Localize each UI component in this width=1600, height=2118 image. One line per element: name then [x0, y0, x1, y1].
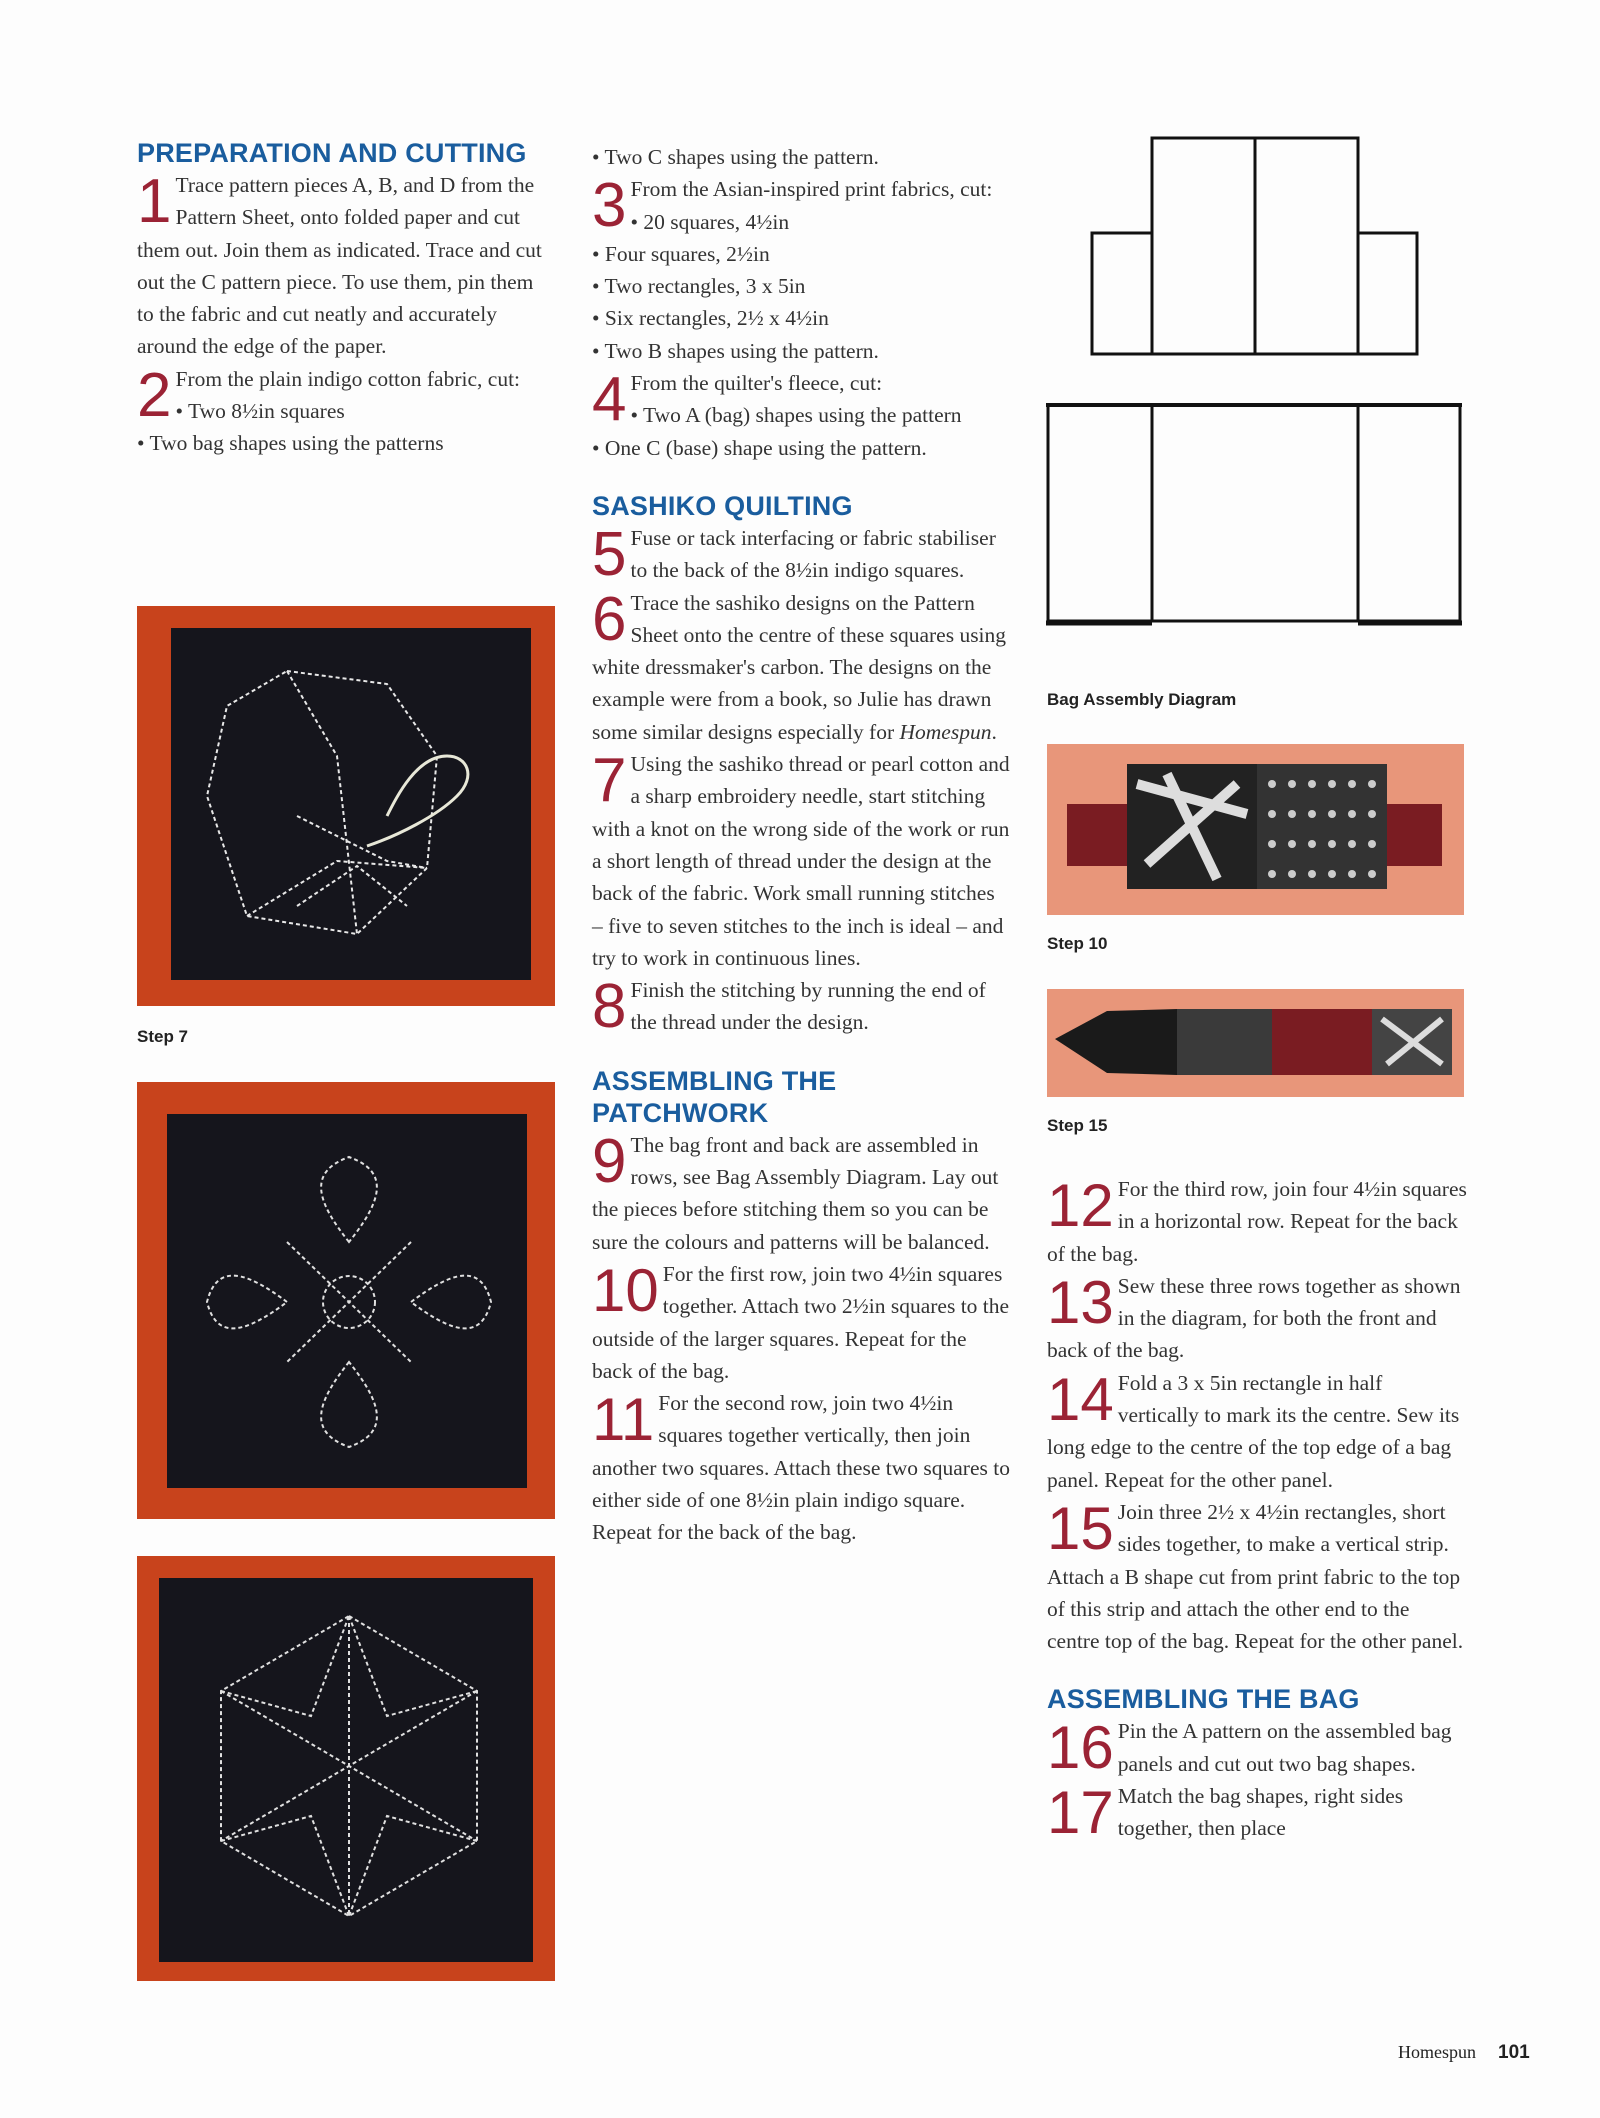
list-item: • Two rectangles, 3 x 5in	[592, 274, 806, 299]
step-number: 16	[1047, 1714, 1114, 1782]
step-17	[1047, 1780, 1467, 1845]
list-item: • 20 squares, 4½in	[630, 209, 790, 234]
step-number: 1	[137, 167, 172, 236]
step-text: Sew these three rows together as shown in the diagram, for both the front and back of the bag.	[1047, 1273, 1461, 1363]
step-1	[137, 169, 555, 363]
step-text: Fold a 3 x 5in rectangle in half vertically to mark its the centre. Sew its long edge to the centre of the top edge of a bag panel. Repeat for the other panel.	[1047, 1370, 1460, 1492]
list-item: • Two bag shapes using the patterns	[137, 431, 444, 456]
step-8	[592, 972, 1010, 1042]
magazine-name: Homespun	[899, 719, 992, 744]
step-number: 7	[592, 746, 627, 816]
step-text: For the second row, join two 4½in squares together vertically, then join another two squares. Attach these two squares to either side of one 8½in plain indigo square. Repeat for the back of the bag.	[592, 1391, 1010, 1545]
step-text: From the quilter's fleece, cut:	[630, 371, 883, 396]
step-number: 9	[592, 1126, 627, 1196]
magazine-title: Homespun	[1398, 2042, 1476, 2062]
step-7-photo	[137, 606, 555, 1006]
step-number: 15	[1047, 1494, 1114, 1562]
bag-assembly-diagram	[1040, 130, 1470, 635]
step-10	[592, 1258, 1010, 1387]
step-7	[592, 748, 1010, 974]
step-text: Fuse or tack interfacing or fabric stabiliser to the back of the 8½in indigo squares.	[630, 525, 996, 583]
heading-sashiko: SASHIKO QUILTING	[592, 490, 853, 521]
step-text: Match the bag shapes, right sides together, then place	[1117, 1784, 1404, 1841]
step-15-caption: Step 15	[1047, 1116, 1108, 1135]
step-text: From the plain indigo cotton fabric, cut:	[175, 366, 521, 391]
step-number: 17	[1047, 1779, 1114, 1847]
step-15-photo	[1047, 989, 1464, 1097]
column-3	[1047, 1173, 1467, 1845]
step-9	[592, 1126, 1010, 1258]
step-text: Using the sashiko thread or pearl cotton and a sharp embroidery needle, start stitching with a knot on the wrong side of the work or run a short length of thread under the design at the back of the fabric. Work small running stitches – five to seven stitches to the inch is ideal – and try to work in continuous lines.	[592, 752, 1010, 970]
heading-preparation: PREPARATION AND CUTTING	[137, 138, 527, 168]
page-footer	[1398, 2042, 1530, 2064]
step-text-end: .	[991, 719, 997, 744]
step-text: Trace pattern pieces A, B, and D from the Pattern Sheet, onto folded paper and cut them out. Join them as indicated. Trace and cut out the C pattern piece. To use them, pin them to the fabric and cut neatly and accurately around the edge of the paper.	[137, 173, 542, 359]
step-number: 5	[592, 519, 627, 589]
step-number: 13	[1047, 1268, 1114, 1336]
step-13	[1047, 1270, 1467, 1367]
step-6	[592, 584, 1010, 748]
heading-patchwork: ASSEMBLING THE PATCHWORK	[592, 1065, 837, 1128]
diagram-caption: Bag Assembly Diagram	[1047, 690, 1237, 709]
heading-assembling-bag: ASSEMBLING THE BAG	[1047, 1684, 1360, 1715]
step-5	[592, 519, 1010, 589]
list-item: • Two B shapes using the pattern.	[592, 338, 879, 363]
step-text: From the Asian-inspired print fabrics, cut:	[630, 177, 993, 202]
list-item: • Six rectangles, 2½ x 4½in	[592, 306, 829, 331]
list-item: • One C (base) shape using the pattern.	[592, 435, 927, 460]
list-item: • Two C shapes using the pattern.	[592, 145, 879, 169]
step-number: 12	[1047, 1172, 1114, 1239]
step-number: 4	[592, 365, 627, 435]
step-10-photo	[1047, 744, 1464, 915]
column-2	[592, 141, 1010, 1549]
step-text: The bag front and back are assembled in rows, see Bag Assembly Diagram. Lay out the pieces before stitching them so you can be sure the colours and patterns will be balanced.	[592, 1132, 999, 1254]
step-11	[592, 1387, 1010, 1548]
step-number: 11	[592, 1386, 655, 1454]
step-text: Join three 2½ x 4½in rectangles, short sides together, to make a vertical strip. Attach a B shape cut from print fabric to the top of this strip and attach the other end to the centre top of the bag. Repeat for the other panel.	[1047, 1499, 1464, 1654]
list-item: • Two 8½in squares	[175, 399, 345, 424]
step-number: 3	[592, 171, 627, 241]
step-4	[592, 365, 1010, 435]
step-text: Trace the sashiko designs on the Pattern Sheet onto the centre of these squares using white dressmaker's carbon. The designs on the example were from a book, so Julie has drawn some similar designs especially for	[592, 590, 1007, 744]
step-15	[1047, 1496, 1467, 1657]
step-10-caption: Step 10	[1047, 934, 1108, 953]
list-item: • Two A (bag) shapes using the pattern	[630, 403, 962, 428]
step-7-caption: Step 7	[137, 1027, 189, 1046]
list-item: • Four squares, 2½in	[592, 241, 770, 266]
step-16	[1047, 1715, 1467, 1780]
step-14	[1047, 1367, 1467, 1496]
step-number: 6	[592, 584, 627, 654]
step-number: 8	[592, 972, 627, 1042]
step-number: 2	[137, 360, 172, 430]
column-1	[137, 137, 555, 460]
sashiko-flower-photo	[137, 1082, 555, 1519]
step-text: Pin the A pattern on the assembled bag panels and cut out two bag shapes.	[1117, 1719, 1452, 1776]
step-number: 10	[592, 1256, 659, 1324]
sashiko-star-photo	[137, 1556, 555, 1981]
step-text: Finish the stitching by running the end of the thread under the design.	[630, 978, 986, 1035]
step-number: 14	[1047, 1365, 1114, 1433]
page-number: 101	[1498, 2042, 1530, 2063]
step-12	[1047, 1173, 1467, 1270]
step-text: For the first row, join two 4½in squares together. Attach two 2½in squares to the outside of the larger squares. Repeat for the back of the bag.	[592, 1261, 1010, 1383]
step-text: For the third row, join four 4½in squares in a horizontal row. Repeat for the back of the bag.	[1047, 1177, 1467, 1266]
